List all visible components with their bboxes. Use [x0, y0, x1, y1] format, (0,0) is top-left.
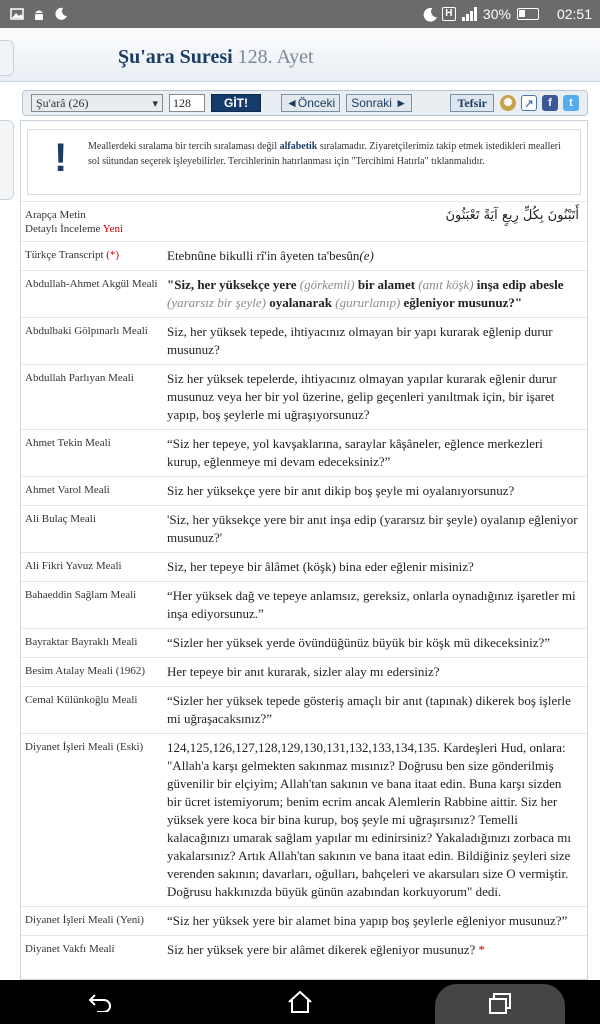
side-menu-tab[interactable]	[0, 40, 14, 76]
meal-row	[21, 686, 587, 733]
next-button[interactable]: Sonraki ►	[346, 94, 412, 112]
recent-apps-icon	[487, 992, 513, 1016]
android-icon	[32, 7, 46, 21]
meal-row	[21, 657, 587, 686]
meal-author[interactable]: Abdullah Parlıyan Meali	[25, 372, 134, 384]
meal-author[interactable]: Diyanet İşleri Meali (Eski)	[25, 741, 144, 753]
meal-row	[21, 581, 587, 628]
exclamation-icon: !	[54, 136, 68, 180]
transcript-label: Türkçe Transcript (*)	[25, 249, 120, 261]
navigation-toolbar	[22, 90, 588, 116]
meal-text: Siz, her yüksek tepede, ihtiyacınız olmayan bir yapı kurarak eğlenip durur musunuz?	[167, 324, 553, 357]
meal-text: Siz her yüksek tepelerde, ihtiyacınız olmayan yapılar kurarak eğlenir durur musunuz veya her bir yol üzerine, gelip geçenleri yanıltmak için, bir işaret yapıp, boş şeylerle mi uğraşıyorsunuz?	[167, 371, 557, 422]
meal-text: “Sizler her yüksek tepede gösteriş amaçlı bir anıt (tapınak) dikerek boş işlerle mi uğraşacaksınız?”	[167, 693, 571, 726]
meal-row	[21, 628, 587, 657]
previous-button[interactable]: ◄Önceki	[281, 94, 340, 112]
meal-row	[21, 505, 587, 552]
moon-icon	[54, 7, 68, 21]
home-icon	[287, 990, 313, 1014]
meal-author[interactable]: Abdullah-Ahmet Akgül Meali	[25, 278, 158, 290]
meal-text: Her tepeye bir anıt kurarak, sizler alay mı edersiniz?	[167, 664, 440, 679]
go-button[interactable]: GİT!	[211, 94, 261, 112]
facebook-icon[interactable]: f	[542, 95, 558, 111]
image-icon	[10, 7, 24, 21]
battery-icon	[517, 8, 539, 20]
recent-apps-button[interactable]	[435, 984, 565, 1024]
arabic-label: Arapça Metin Detaylı İnceleme Yeni	[25, 209, 124, 235]
arabic-text: أَتَبْنُونَ بِكُلِّ رِيعٍ آيَةً تَعْبَثُونَ	[445, 208, 579, 223]
meal-row	[21, 476, 587, 505]
twitter-icon[interactable]: t	[563, 95, 579, 111]
share-icons	[500, 95, 579, 111]
meal-text: “Siz her tepeye, yol kavşaklarına, saraylar kâşâneler, eğlence merkezleri kurup, eğlenmeye mi devam edeceksiniz?”	[167, 436, 543, 469]
meal-author[interactable]: Ahmet Tekin Meali	[25, 437, 111, 449]
back-icon	[87, 992, 113, 1012]
status-bar	[0, 0, 600, 28]
transcript-row	[21, 241, 587, 270]
meal-author[interactable]: Bahaeddin Sağlam Meali	[25, 589, 137, 601]
meal-text: 124,125,126,127,128,129,130,131,132,133,134,135. Kardeşleri Hud, onlara: "Allah'a karşı gelmekten sakınmaz mısınız? Doğrusu ben size gönderilmiş güvenilir bir elçiyim; Allah'tan sakının ve bana itaat edin. Buna karşı sizden bir ücret istemiyorum; benim ecrim ancak Alemlerin Rabbine aittir. Siz her yüksek yere koca bir bina kurup, boş şeyle mi uğraşırsınız? Temelli kalacağınızı umarak sağlam yapılar mı edinirsiniz? Yakaladığınızı zorbaca mı yakalarsınız? Artık Allah'tan sakının ve bana itaat edin. Bildiğiniz şeyleri size verenden sakının; davarları, oğulları, bahçeleri ve akarsuları size O vermiştir. Doğrusu hakkınızda büyük günün azabından korkuyorum" dedi.	[167, 740, 571, 899]
home-button[interactable]	[235, 980, 365, 1024]
moon-icon	[422, 7, 436, 21]
meal-note-mark[interactable]: *	[478, 942, 486, 957]
network-type-icon: H	[442, 7, 456, 21]
transcript-text: Etebnûne bikulli rî'in âyeten ta'besûn(e)	[167, 248, 374, 263]
meal-row	[21, 552, 587, 581]
sure-select[interactable]: Şu'arâ (26) ▾	[31, 94, 163, 112]
info-notice	[27, 129, 581, 195]
meal-row	[21, 270, 587, 317]
meal-text: “Her yüksek dağ ve tepeye anlamsız, gereksiz, onlarla oynadığınız işaretler mi inşa ediyorsunuz.”	[167, 588, 576, 621]
meal-text: “Siz her yüksek yere bir alamet bina yapıp boş şeylerle eğleniyor musunuz?”	[167, 913, 568, 928]
ayet-input[interactable]: 128	[169, 94, 205, 112]
meal-text: "Siz, her yüksekçe yere (görkemli) bir alamet (anıt köşk) inşa edip abesle (yararsız bir şeyle) oyalanarak (gururlanıp) eğleniyor musunuz?"	[167, 277, 564, 310]
system-nav-bar	[0, 980, 600, 1024]
meal-author[interactable]: Diyanet İşleri Meali (Yeni)	[25, 914, 144, 926]
clock: 02:51	[556, 6, 592, 22]
meal-row	[21, 935, 587, 964]
meal-text: Siz her yüksek yere bir alâmet dikerek eğleniyor musunuz? *	[167, 942, 486, 957]
page-title	[118, 46, 314, 69]
meal-author[interactable]: Cemal Külünkoğlu Meali	[25, 694, 138, 706]
detailed-review-link[interactable]: Detaylı İnceleme Yeni	[25, 223, 124, 235]
notice-text: Meallerdeki sıralama bir tercih sıralaması değil alfabetik sıralamadır. Ziyaretçilerimiz takip etmek istedikleri mealleri sol sütundan seçerek işleyebilirler. Tercihlerinin hatırlanması için "Tercihimi Hatırla" tıklanmalıdır.	[88, 141, 561, 167]
meal-author[interactable]: Ali Bulaç Meali	[25, 513, 96, 525]
meal-text: “Sizler her yüksek yerde övündüğünüz büyük bir köşk mü dikeceksiniz?”	[167, 635, 551, 650]
meal-author[interactable]: Diyanet Vakfı Meali	[25, 943, 115, 955]
battery-percent: 30%	[482, 6, 511, 22]
meal-row	[21, 317, 587, 364]
meal-author[interactable]: Besim Atalay Meali (1962)	[25, 665, 146, 677]
meal-author[interactable]: Bayraktar Bayraklı Meali	[25, 636, 138, 648]
meal-author[interactable]: Ali Fikri Yavuz Meali	[25, 560, 122, 572]
page-header	[0, 28, 600, 82]
meal-text: Siz her yüksekçe yere bir anıt dikip boş şeyle mi oyalanıyorsunuz?	[167, 483, 515, 498]
meal-text: Siz, her tepeye bir âlâmet (köşk) bina eder eğlenir misiniz?	[167, 559, 474, 574]
back-button[interactable]	[35, 980, 165, 1024]
content-panel	[20, 120, 588, 980]
ayet-number: 128. Ayet	[237, 46, 314, 68]
sure-name: Şu'ara Suresi	[118, 46, 233, 68]
signal-icon	[462, 7, 477, 21]
meal-row	[21, 733, 587, 906]
transcript-info-link[interactable]: (*)	[106, 249, 120, 261]
side-panel-tab[interactable]	[0, 120, 14, 200]
external-link-icon[interactable]: ↗	[521, 95, 537, 111]
meal-author[interactable]: Ahmet Varol Meali	[25, 484, 110, 496]
meal-row	[21, 364, 587, 429]
meal-text: 'Siz, her yüksekçe yere bir anıt inşa edip (yararsız bir şeyle) oyalanıp eğleniyor musunuz?'	[167, 512, 578, 545]
meal-row	[21, 429, 587, 476]
settings-icon[interactable]: ✺	[500, 95, 516, 111]
tefsir-button[interactable]: Tefsir	[450, 94, 494, 112]
arabic-row	[21, 201, 587, 241]
meal-author[interactable]: Abdulbaki Gölpınarlı Meali	[25, 325, 148, 337]
meal-row	[21, 906, 587, 935]
